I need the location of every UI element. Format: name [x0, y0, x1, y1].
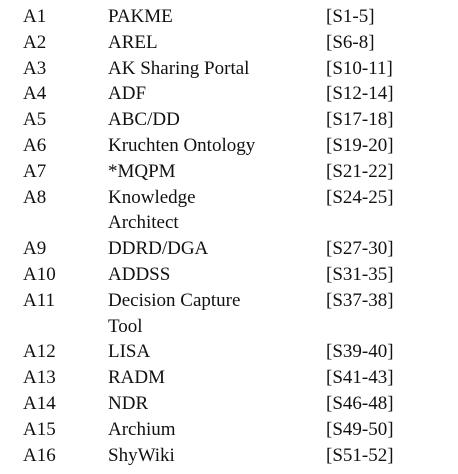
table-row [23, 339, 453, 365]
source-references: [S19-20] [326, 134, 394, 156]
approach-id: A11 [23, 289, 56, 311]
source-references: [S46-48] [326, 392, 394, 414]
approach-id: A8 [23, 186, 47, 208]
table-row [23, 262, 453, 288]
approach-id: A10 [23, 263, 56, 285]
table-row [23, 443, 453, 469]
source-references: [S21-22] [326, 160, 394, 182]
source-references: [S17-18] [326, 109, 394, 131]
approach-id: A2 [23, 31, 47, 53]
approach-id: A13 [23, 367, 56, 389]
approach-table [23, 4, 453, 468]
source-references: [S37-38] [326, 289, 394, 311]
table-row [23, 391, 453, 417]
source-references: [S27-30] [326, 238, 394, 260]
approach-id: A3 [23, 57, 47, 79]
approach-name: RADM [108, 367, 166, 389]
approach-id: A1 [23, 6, 47, 27]
approach-id: A5 [23, 109, 47, 131]
approach-id: A15 [23, 418, 56, 440]
table-row [23, 56, 453, 82]
approach-id: A7 [23, 160, 47, 182]
approach-id: A6 [23, 134, 47, 156]
source-references: [S1-5] [326, 6, 375, 27]
table-row [23, 236, 453, 262]
source-references: [S10-11] [326, 57, 393, 79]
table-row [23, 4, 453, 30]
approach-id: A14 [23, 392, 56, 414]
approach-name: Kruchten Ontology [108, 134, 256, 156]
approach-name: AK Sharing Portal [108, 57, 250, 79]
table-row [23, 185, 453, 237]
approach-name: ShyWiki [108, 444, 175, 466]
table-row [23, 417, 453, 443]
approach-id: A12 [23, 341, 56, 363]
table-row [23, 133, 453, 159]
approach-name: Decision Capture Tool [108, 289, 241, 337]
approach-name: DDRD/DGA [108, 238, 209, 260]
approach-name: PAKME [108, 6, 173, 27]
approach-name: NDR [108, 392, 149, 414]
source-references: [S12-14] [326, 83, 394, 105]
source-references: [S49-50] [326, 418, 394, 440]
source-references: [S51-52] [326, 444, 394, 466]
approach-id: A16 [23, 444, 56, 466]
approach-id: A4 [23, 83, 47, 105]
table-row [23, 288, 453, 340]
source-references: [S39-40] [326, 341, 394, 363]
approach-name: ADF [108, 83, 147, 105]
table-row [23, 30, 453, 56]
table-row [23, 365, 453, 391]
source-references: [S6-8] [326, 31, 375, 53]
source-references: [S41-43] [326, 367, 394, 389]
table-row [23, 107, 453, 133]
approach-name: Archium [108, 418, 176, 440]
table-row [23, 81, 453, 107]
approach-name: LISA [108, 341, 151, 363]
source-references: [S31-35] [326, 263, 394, 285]
approach-name: *MQPM [108, 160, 176, 182]
approach-name: ABC/DD [108, 109, 180, 131]
table-row [23, 159, 453, 185]
approach-id: A9 [23, 238, 47, 260]
approach-name: AREL [108, 31, 158, 53]
approach-name: Knowledge Architect [108, 186, 196, 234]
source-references: [S24-25] [326, 186, 394, 208]
approach-name: ADDSS [108, 263, 171, 285]
